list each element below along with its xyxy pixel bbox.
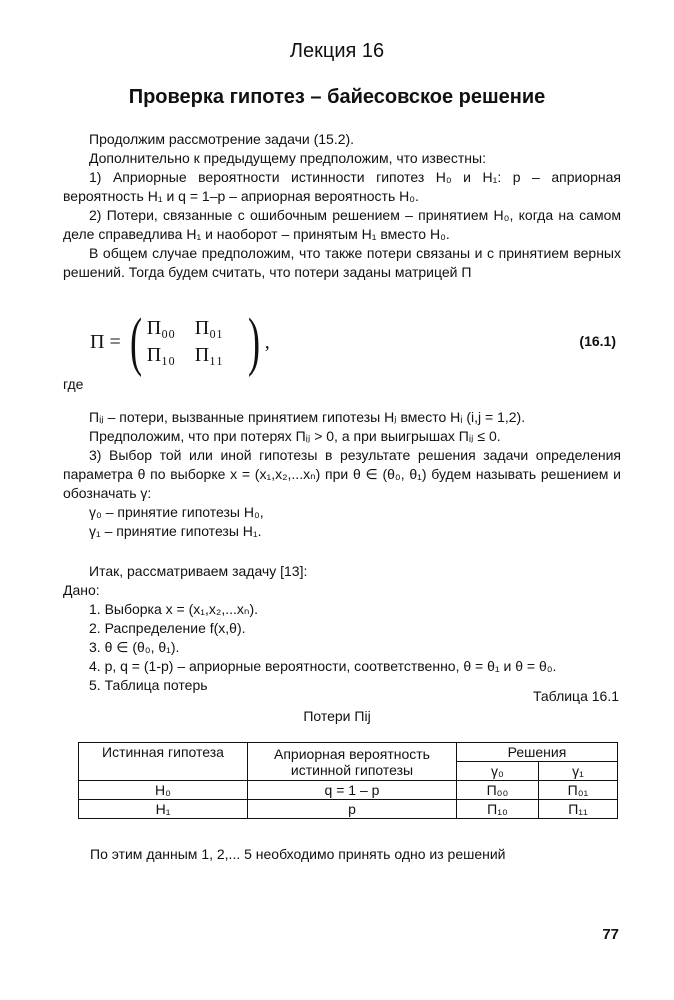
matrix-cell: П₁₁ (194, 344, 224, 366)
matrix-cell: П₀₁ (194, 317, 224, 339)
given-item: 1. Выборка x = (x₁,x₂,...xₙ). (89, 601, 259, 617)
matrix-cell: П₀₀ (146, 317, 176, 339)
footer-text: По этим данным 1, 2,... 5 необходимо принять одно из решений (90, 846, 506, 862)
cell-hypothesis: H₁ (79, 800, 248, 819)
formula-tail: , (264, 330, 270, 353)
given-item: 4. p, q = (1-p) – априорные вероятности, соответственно, θ = θ₁ и θ = θ₀. (89, 658, 557, 674)
header-decisions: Решения (457, 743, 618, 762)
section-title: Проверка гипотез – байесовское решение (128, 86, 546, 108)
header-true-hypothesis: Истинная гипотеза (79, 743, 248, 781)
paragraph: Пᵢⱼ – потери, вызванные принятием гипотезы Hⱼ вместо Hᵢ (i,j = 1,2). (89, 409, 526, 425)
table-row (79, 781, 618, 800)
table-label: Таблица 16.1 (532, 688, 619, 704)
paragraph: Предположим, что при потерях Пᵢⱼ > 0, а при выигрышах Пᵢⱼ ≤ 0. (89, 428, 501, 444)
given-intro: Итак, рассматриваем задачу [13]: (89, 563, 308, 579)
header-gamma1: γ₁ (538, 762, 617, 781)
given-section (63, 562, 621, 695)
paragraph: 1) Априорные вероятности истинности гипотез H₀ и H₁: p – априорная вероятность H₁ и q = 1–p – априорная вероятность H₀. (63, 169, 621, 204)
definitions-text (63, 408, 621, 541)
cell-loss: П₀₀ (457, 781, 539, 800)
matrix (147, 317, 243, 367)
table-header-row (79, 743, 618, 762)
lecture-title: Лекция 16 (289, 40, 385, 62)
given-item: 5. Таблица потерь (89, 677, 208, 693)
right-paren: ) (247, 305, 260, 378)
paragraph: 3) Выбор той или иной гипотезы в результате решения задачи определения параметра θ по выборке x = (x₁,x₂,...xₙ) при θ ∈ (θ₀, θ₁) будем называть решением и обозначать γ: (63, 447, 621, 501)
matrix-cell: П₁₀ (146, 344, 176, 366)
paragraph: γ₁ – принятие гипотезы H₁. (89, 523, 262, 539)
formula-lhs: П = (90, 330, 121, 353)
paragraph: γ₀ – принятие гипотезы H₀, (89, 504, 264, 520)
loss-matrix-formula (90, 305, 270, 378)
left-paren: ( (129, 305, 142, 378)
where-label: где (63, 376, 84, 392)
cell-probability: q = 1 – p (248, 781, 457, 800)
page-number: 77 (602, 926, 619, 943)
cell-loss: П₁₀ (457, 800, 539, 819)
paragraph: В общем случае предположим, что также потери связаны и с принятием верных решений. Тогда будем считать, что потери заданы матрицей П (63, 245, 621, 280)
formula-number: (16.1) (579, 333, 616, 349)
paragraph: 2) Потери, связанные с ошибочным решением – принятием H₀, когда на самом деле справедлива H₁ и наоборот – принятым H₁ вместо H₀. (63, 207, 621, 242)
cell-probability: p (248, 800, 457, 819)
given-label: Дано: (63, 582, 100, 598)
header-gamma0: γ₀ (457, 762, 539, 781)
header-prior-probability: Априорная вероятность истинной гипотезы (248, 743, 457, 781)
cell-hypothesis: H₀ (79, 781, 248, 800)
paragraph: Дополнительно к предыдущему предположим, что известны: (89, 150, 486, 166)
loss-table (78, 742, 618, 819)
given-item: 3. θ ∈ (θ₀, θ₁). (89, 639, 180, 655)
table-caption: Потери Пij (303, 708, 371, 724)
intro-text (63, 130, 621, 282)
cell-loss: П₁₁ (538, 800, 617, 819)
paragraph: Продолжим рассмотрение задачи (15.2). (89, 131, 355, 147)
cell-loss: П₀₁ (538, 781, 617, 800)
given-item: 2. Распределение f(x,θ). (89, 620, 246, 636)
table-row (79, 800, 618, 819)
